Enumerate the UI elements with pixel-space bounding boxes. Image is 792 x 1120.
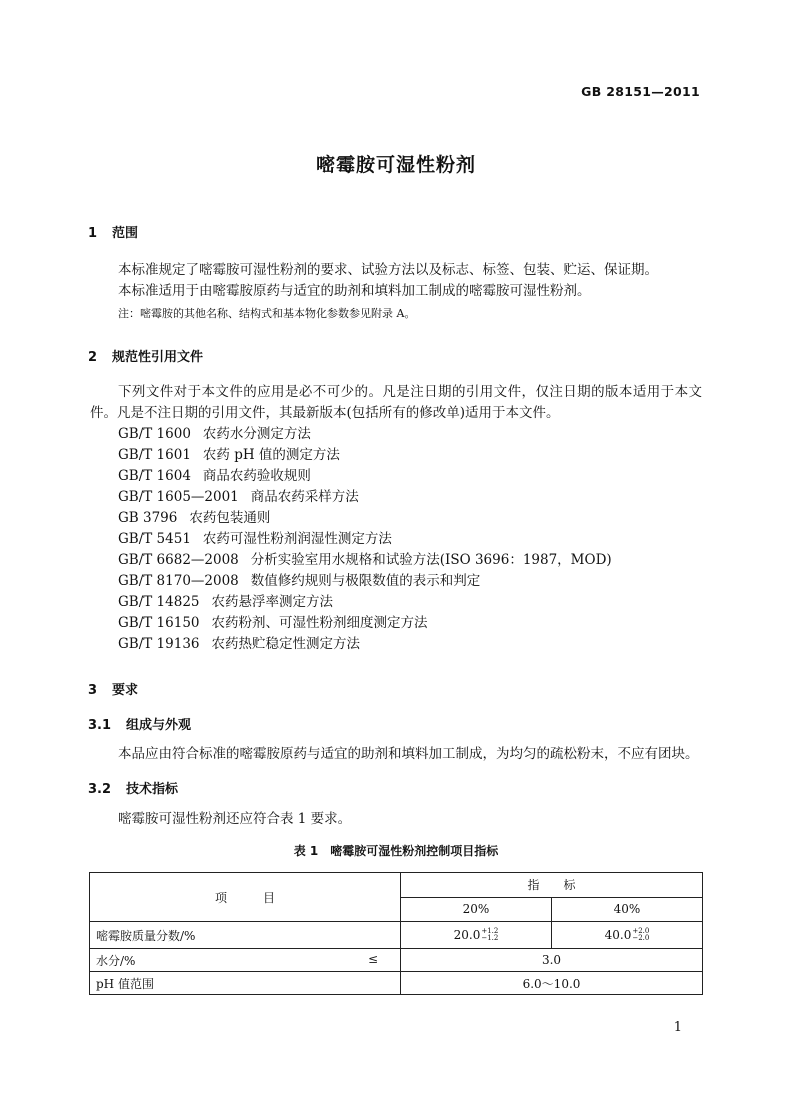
lower-tolerance: −1.2 xyxy=(481,934,499,943)
table-header-row xyxy=(90,873,703,898)
section-title: 技术指标 xyxy=(126,782,179,797)
section-title: 规范性引用文件 xyxy=(112,350,204,365)
section-3-1-heading xyxy=(88,714,191,733)
section-3-heading xyxy=(88,679,138,698)
scope-note: 注：嘧霉胺的其他名称、结构式和基本物化参数参见附录 A。 xyxy=(118,307,416,320)
reference-item xyxy=(118,529,392,550)
section-number: 3.2 xyxy=(88,782,112,797)
header-20-percent: 20% xyxy=(401,897,552,922)
reference-item xyxy=(118,634,360,655)
section-title: 要求 xyxy=(112,683,139,698)
reference-code: GB/T 8170—2008 xyxy=(118,573,239,589)
table-row xyxy=(90,972,703,995)
operator-symbol: ≤ xyxy=(367,952,378,966)
reference-code: GB 3796 xyxy=(118,510,178,526)
section-title: 范围 xyxy=(112,226,139,241)
table-row xyxy=(90,922,703,949)
tolerance xyxy=(632,928,649,942)
section-1-heading xyxy=(88,222,138,241)
reference-item xyxy=(118,424,311,445)
reference-code: GB/T 5451 xyxy=(118,531,191,547)
reference-code: GB/T 1605—2001 xyxy=(118,489,239,505)
lower-tolerance: −2.0 xyxy=(632,934,650,943)
section-2-heading xyxy=(88,346,203,365)
reference-item xyxy=(118,592,333,613)
header-item: 项 目 xyxy=(90,873,401,922)
row-label-text: 水分/% xyxy=(96,953,136,968)
reference-code: GB/T 1601 xyxy=(118,447,191,463)
reference-code: GB/T 1600 xyxy=(118,426,191,442)
section-number: 3 xyxy=(88,683,98,698)
tolerance xyxy=(481,928,498,942)
reference-title: 农药可湿性粉剂润湿性测定方法 xyxy=(202,531,392,547)
reference-title: 农药悬浮率测定方法 xyxy=(211,594,333,610)
spec-table xyxy=(89,872,703,995)
row-label xyxy=(90,949,401,972)
reference-title: 分析实验室用水规格和试验方法(ISO 3696：1987，MOD) xyxy=(250,552,612,568)
scope-paragraph-2: 本标准适用于由嘧霉胺原药与适宜的助剂和填料加工制成的嘧霉胺可湿性粉剂。 xyxy=(118,283,591,299)
references-intro: 下列文件对于本文件的应用是必不可少的。凡是注日期的引用文件，仅注日期的版本适用于本文件。凡是不注日期的引用文件，其最新版本(包括所有的修改单)适用于本文件。 xyxy=(90,384,702,421)
scope-paragraph-1: 本标准规定了嘧霉胺可湿性粉剂的要求、试验方法以及标志、标签、包装、贮运、保证期。 xyxy=(118,262,658,278)
reference-item xyxy=(118,571,480,592)
header-index: 指 标 xyxy=(401,873,703,898)
reference-item xyxy=(118,508,270,529)
reference-code: GB/T 14825 xyxy=(118,594,200,610)
reference-title: 数值修约规则与极限数值的表示和判定 xyxy=(250,573,481,589)
reference-item xyxy=(118,550,612,571)
reference-title: 商品农药验收规则 xyxy=(202,468,311,484)
reference-code: GB/T 1604 xyxy=(118,468,191,484)
table-row xyxy=(90,949,703,972)
reference-title: 农药水分测定方法 xyxy=(202,426,311,442)
section-number: 3.1 xyxy=(88,718,112,733)
value: 40.0 xyxy=(604,927,632,942)
standard-number: GB 28151—2011 xyxy=(581,84,700,99)
reference-item xyxy=(118,613,428,634)
reference-title: 商品农药采样方法 xyxy=(250,489,359,505)
reference-item xyxy=(118,487,359,508)
mass-value-40 xyxy=(552,922,703,949)
reference-title: 农药粉剂、可湿性粉剂细度测定方法 xyxy=(211,615,428,631)
header-40-percent: 40% xyxy=(552,897,703,922)
value: 20.0 xyxy=(453,927,481,942)
document-title: 嘧霉胺可湿性粉剂 xyxy=(315,154,476,176)
technical-index-paragraph: 嘧霉胺可湿性粉剂还应符合表 1 要求。 xyxy=(118,811,352,827)
table-caption: 表 1 嘧霉胺可湿性粉剂控制项目指标 xyxy=(293,844,499,858)
reference-code: GB/T 19136 xyxy=(118,636,200,652)
reference-title: 农药包装通则 xyxy=(189,510,271,526)
mass-value-20 xyxy=(401,922,552,949)
reference-title: 农药 pH 值的测定方法 xyxy=(202,447,340,463)
section-title: 组成与外观 xyxy=(126,718,192,733)
row-label: 嘧霉胺质量分数/% xyxy=(90,922,401,949)
ph-value: 6.0～10.0 xyxy=(401,972,703,995)
reference-code: GB/T 6682—2008 xyxy=(118,552,239,568)
water-value: 3.0 xyxy=(401,949,703,972)
upper-tolerance: +2.0 xyxy=(632,927,650,936)
section-number: 2 xyxy=(88,350,98,365)
section-number: 1 xyxy=(88,226,98,241)
row-label: pH 值范围 xyxy=(90,972,401,995)
composition-paragraph: 本品应由符合标准的嘧霉胺原药与适宜的助剂和填料加工制成，为均匀的疏松粉末，不应有团块。 xyxy=(118,746,699,762)
section-3-2-heading xyxy=(88,778,178,797)
reference-code: GB/T 16150 xyxy=(118,615,200,631)
reference-item xyxy=(118,466,311,487)
upper-tolerance: +1.2 xyxy=(481,927,499,936)
reference-title: 农药热贮稳定性测定方法 xyxy=(211,636,360,652)
page-number: 1 xyxy=(673,1020,682,1035)
reference-item xyxy=(118,445,340,466)
